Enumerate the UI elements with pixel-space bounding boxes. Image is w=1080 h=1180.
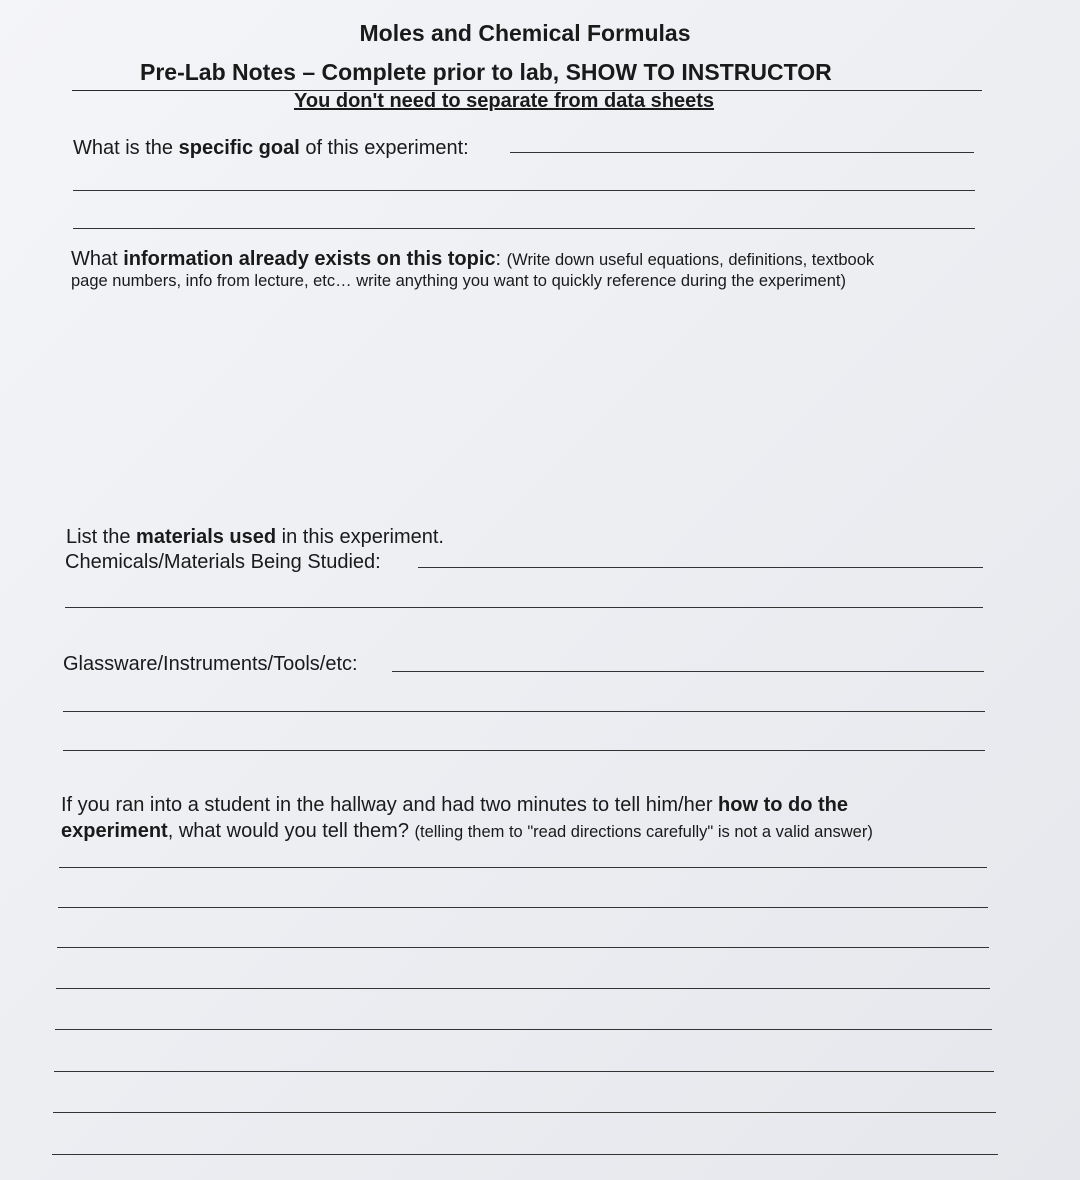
question-information: What information already exists on this topic: (Write down useful equations, definitions, textbook	[71, 248, 875, 270]
question-materials: List the materials used in this experiment.	[66, 526, 444, 548]
answer-line-glassware-1[interactable]	[392, 671, 984, 672]
answer-line-goal-2[interactable]	[73, 190, 975, 191]
question-howto: If you ran into a student in the hallway and had two minutes to tell him/her how to do the	[61, 794, 849, 816]
subtitle: Pre-Lab Notes – Complete prior to lab, SHOW TO INSTRUCTOR	[140, 59, 832, 85]
answer-line-howto-5[interactable]	[55, 1029, 992, 1030]
answer-line-howto-6[interactable]	[54, 1071, 994, 1072]
answer-line-chemicals-2[interactable]	[65, 607, 983, 608]
answer-line-howto-4[interactable]	[56, 988, 990, 989]
answer-line-glassware-3[interactable]	[63, 750, 985, 751]
question-goal: What is the specific goal of this experiment:	[73, 137, 469, 159]
chemicals-label: Chemicals/Materials Being Studied:	[65, 551, 381, 573]
answer-line-howto-3[interactable]	[57, 947, 989, 948]
page-title: Moles and Chemical Formulas	[359, 20, 691, 46]
answer-line-goal-3[interactable]	[73, 228, 975, 229]
answer-line-chemicals-1[interactable]	[418, 567, 983, 568]
answer-line-glassware-2[interactable]	[63, 711, 985, 712]
question-howto-line2: experiment, what would you tell them? (telling them to "read directions carefully" is not a valid answer)	[61, 820, 873, 842]
glassware-label: Glassware/Instruments/Tools/etc:	[63, 653, 358, 675]
answer-line-howto-8[interactable]	[52, 1154, 998, 1155]
separation-note: You don't need to separate from data sheets	[294, 90, 715, 112]
answer-line-goal-1[interactable]	[510, 152, 974, 153]
question-information-detail: page numbers, info from lecture, etc… write anything you want to quickly reference during the experiment)	[71, 272, 846, 290]
answer-line-howto-2[interactable]	[58, 907, 988, 908]
answer-line-howto-1[interactable]	[59, 867, 987, 868]
information-notes-area[interactable]	[71, 300, 976, 510]
answer-line-howto-7[interactable]	[53, 1112, 996, 1113]
